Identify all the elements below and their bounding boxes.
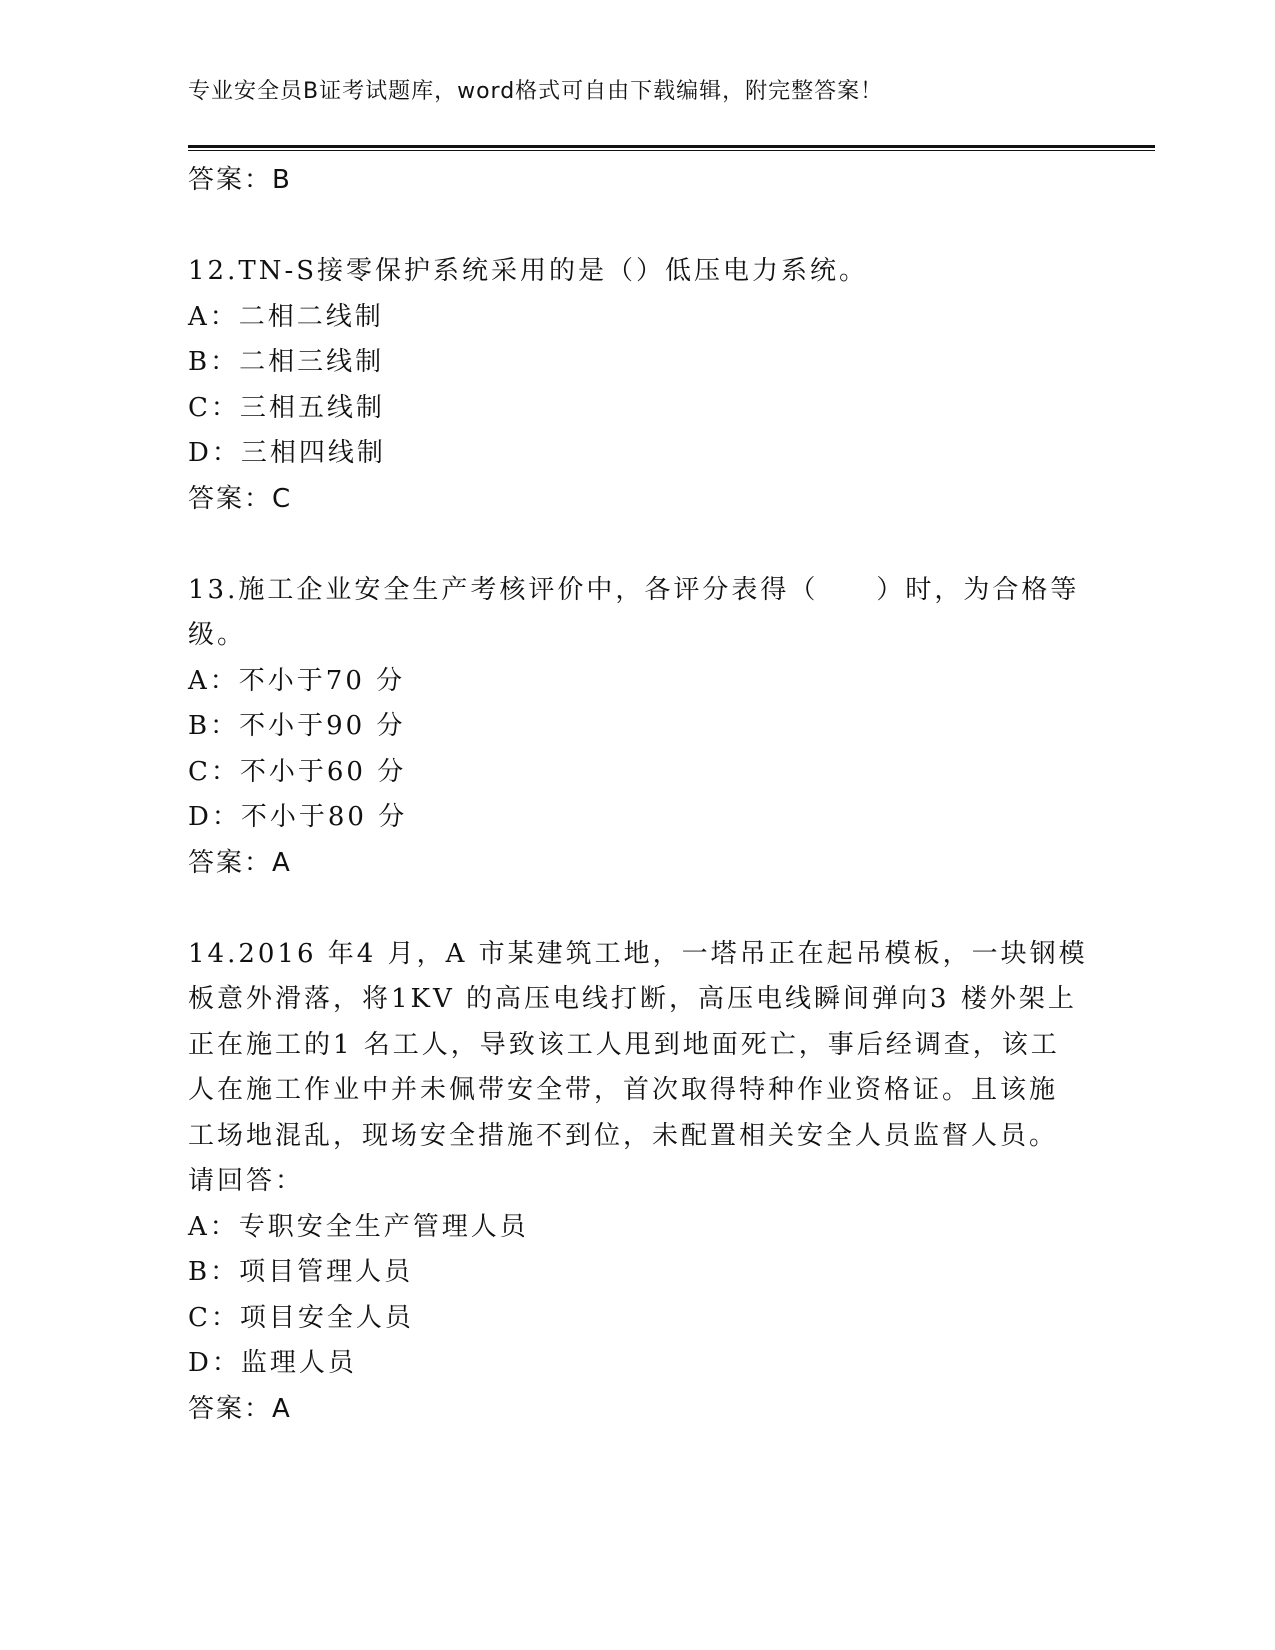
previous-answer: 答案：B — [188, 165, 292, 195]
question-stem: 14.2016 年4 月，A 市某建筑工地，一塔吊正在起吊模板，一块钢模 — [188, 938, 1088, 969]
question-14 — [188, 932, 1088, 1433]
header-rule — [188, 145, 1155, 148]
option-a: A：二相二线制 — [188, 301, 384, 332]
question-stem: 板意外滑落，将1KV 的高压电线打断，高压电线瞬间弹向3 楼外架上 — [188, 984, 1077, 1014]
question-stem: 正在施工的1 名工人，导致该工人甩到地面死亡，事后经调查，该工 — [188, 1029, 1060, 1060]
question-12 — [188, 249, 1088, 522]
answer: 答案：A — [188, 847, 292, 878]
option-c: C：三相五线制 — [188, 392, 385, 423]
option-d: D：监理人员 — [188, 1348, 357, 1378]
question-stem: 请回答： — [188, 1166, 305, 1196]
option-d: D：三相四线制 — [188, 438, 386, 468]
question-stem: 13.施工企业安全生产考核评价中，各评分表得（ ）时，为合格等 — [188, 574, 1080, 605]
answer: 答案：C — [188, 483, 293, 514]
question-list — [188, 158, 1088, 1432]
header-rule-thin — [188, 150, 1155, 151]
option-a: A：不小于70 分 — [188, 665, 406, 696]
question-stem: 人在施工作业中并未佩带安全带，首次取得特种作业资格证。且该施 — [188, 1075, 1059, 1105]
option-b: B：项目管理人员 — [188, 1257, 414, 1287]
option-b: B：二相三线制 — [188, 347, 385, 377]
question-stem: 12.TN-S接零保护系统采用的是（）低压电力系统。 — [188, 256, 869, 286]
answer: 答案：A — [188, 1393, 292, 1424]
option-c: C：项目安全人员 — [188, 1302, 414, 1333]
page-header: 专业安全员B证考试题库，word格式可自由下载编辑，附完整答案！ — [188, 79, 884, 104]
question-13 — [188, 568, 1088, 887]
option-c: C：不小于60 分 — [188, 756, 407, 787]
option-a: A：专职安全生产管理人员 — [188, 1211, 529, 1242]
option-b: B：不小于90 分 — [188, 711, 406, 741]
question-stem: 工场地混乱，现场安全措施不到位，未配置相关安全人员监督人员。 — [188, 1120, 1059, 1151]
question-stem: 级。 — [188, 620, 247, 650]
option-d: D：不小于80 分 — [188, 802, 408, 832]
